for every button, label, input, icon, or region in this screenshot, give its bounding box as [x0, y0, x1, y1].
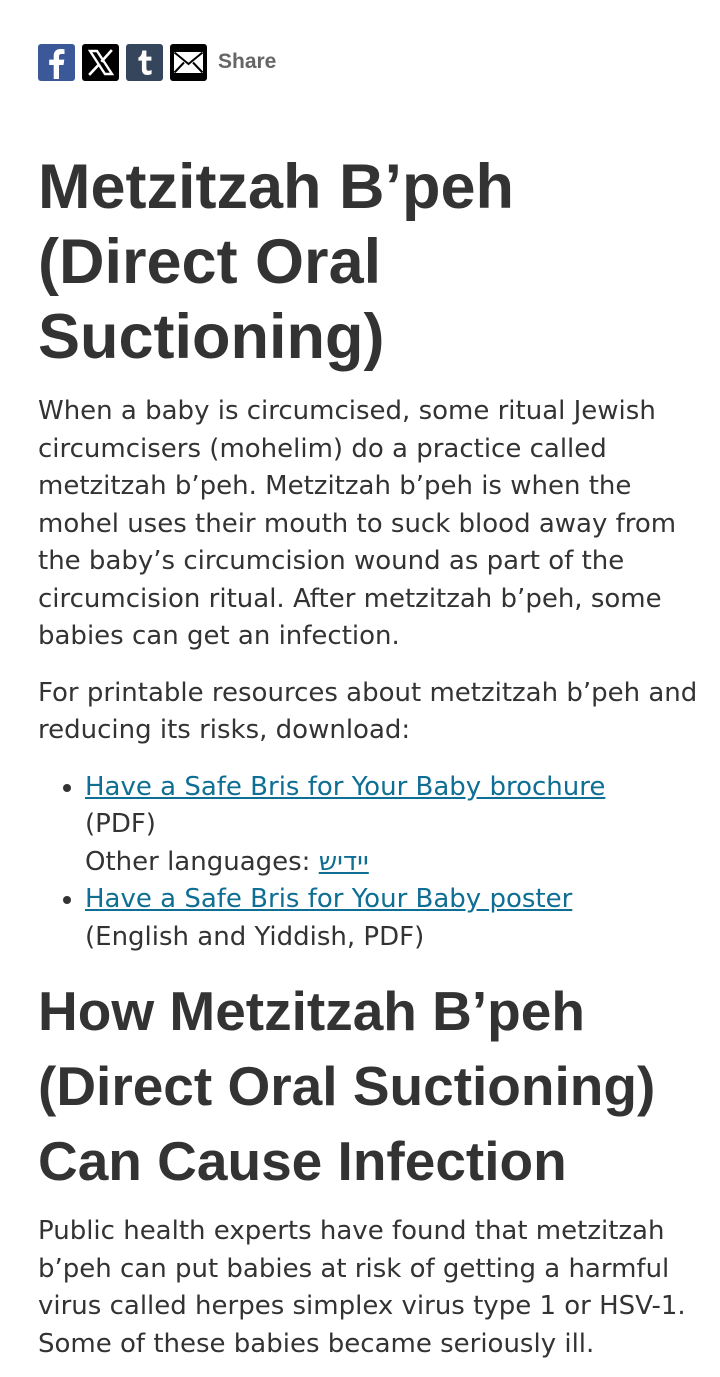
email-share-button[interactable] [170, 44, 207, 81]
tumblr-share-button[interactable] [126, 44, 163, 81]
resource-list-item [85, 769, 698, 882]
resources-intro: For printable resources about metzitzah b’peh and reducing its risks, download: [38, 677, 698, 745]
poster-format-note: (English and Yiddish, PDF) [85, 921, 425, 952]
tumblr-icon [126, 44, 163, 81]
intro-paragraph: When a baby is circumcised, some ritual Jewish circumcisers (mohelim) do a practice called metzitzah b’peh. Metzitzah b’peh is when the mohel uses their mouth to suck blood away from the baby’s circumcision wound as part of the circumcision ritual. After metzitzah b’peh, some babies can get an infection. [38, 396, 677, 651]
facebook-icon [38, 44, 75, 81]
share-bar [38, 43, 276, 81]
brochure-link[interactable]: Have a Safe Bris for Your Baby brochure [85, 771, 606, 802]
poster-link[interactable]: Have a Safe Bris for Your Baby poster [85, 884, 573, 914]
resource-list [38, 769, 698, 957]
section-paragraph: Public health experts have found that metzitzah b’peh can put babies at risk of getting a harmful virus called herpes simplex virus type 1 or HSV-1. Some of these babies became seriously ill. [38, 1216, 686, 1359]
other-languages-label: Other languages: [85, 846, 319, 877]
page-title: Metzitzah B’peh (Direct Oral Suctioning) [38, 152, 515, 372]
main-content [38, 150, 698, 1377]
brochure-format-note: (PDF) [85, 809, 156, 839]
section-heading: How Metzitzah B’peh (Direct Oral Suctioning) Can Cause Infection [38, 980, 656, 1192]
resource-list-item [85, 881, 698, 956]
yiddish-link[interactable]: יידיש [318, 846, 369, 877]
email-icon [170, 44, 207, 81]
x-share-button[interactable] [82, 44, 119, 81]
x-icon [82, 44, 119, 81]
facebook-share-button[interactable] [38, 44, 75, 81]
share-label[interactable]: Share [218, 50, 277, 73]
